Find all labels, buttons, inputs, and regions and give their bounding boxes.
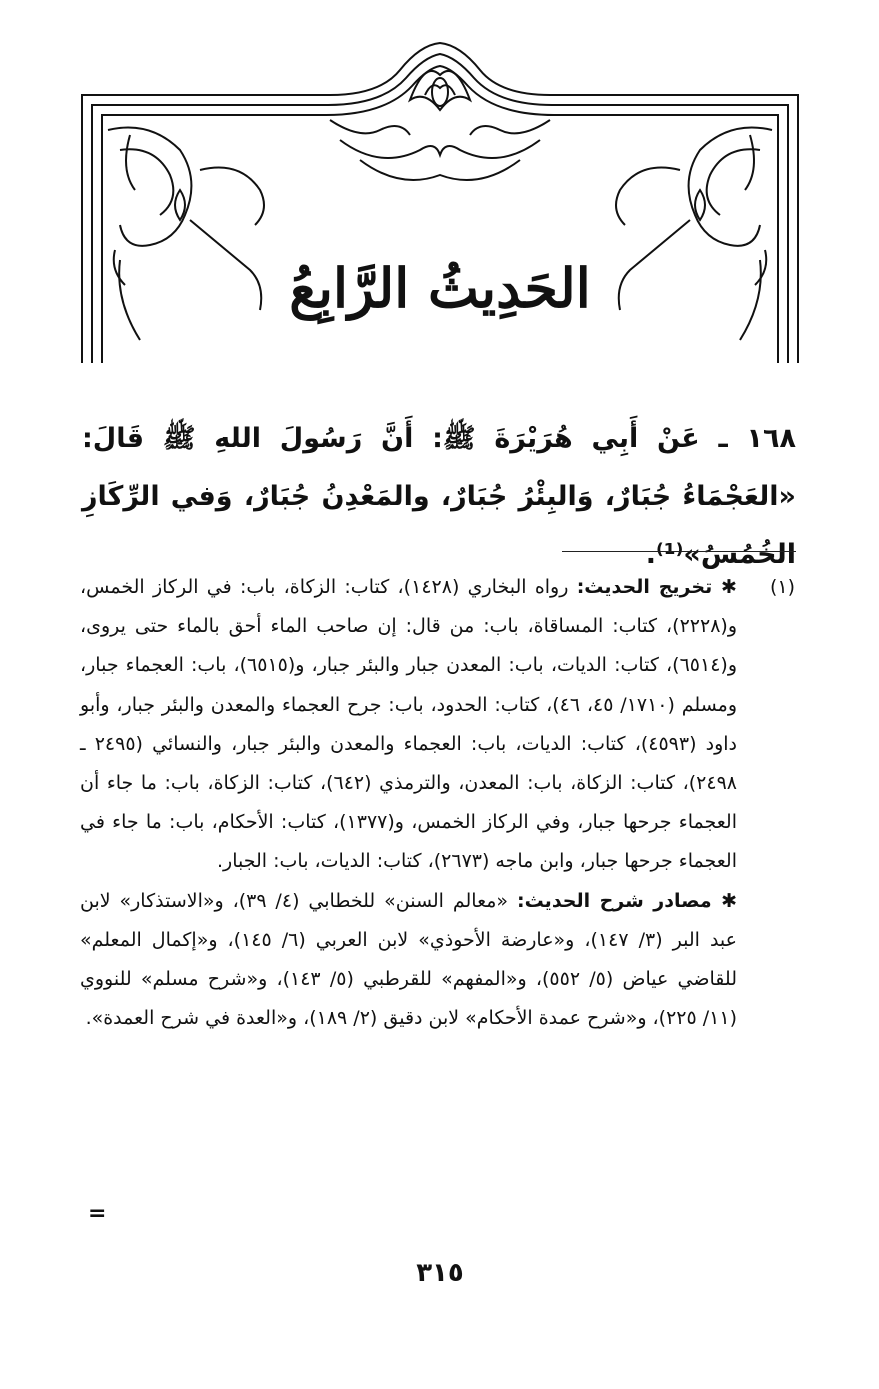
footnote-body bbox=[80, 568, 737, 1038]
hadith-text: ١٦٨ ـ عَنْ أَبِي هُرَيْرَةَ ﷺ: أَنَّ رَسُولَ اللهِ ﷺ قَالَ: «العَجْمَاءُ جُبَارٌ، وَالبِئْرُ جُبَارٌ، والمَعْدِنُ جُبَارٌ، وَفي الرِّكَازِ الخُمُسُ»⁽¹⁾. bbox=[82, 423, 796, 570]
footnote-1 bbox=[80, 568, 795, 1038]
takhrij-heading: تخريج الحديث: bbox=[576, 576, 713, 598]
sources-text: «معالم السنن» للخطابي (٤/ ٣٩)، و«الاستذكار» لابن عبد البر (٣/ ١٤٧)، و«عارضة الأحوذي» لابن العربي (٦/ ١٤٥)، و«إكمال المعلم» للقاضي عياض (٥/ ٥٥٢)، و«المفهم» للقرطبي (٥/ ١٤٣)، و«شرح مسلم» للنووي (١١/ ٢٢٥)، و«شرح عمدة الأحكام» لابن دقيق (٢/ ١٨٩)، و«العدة في شرح العمدة». bbox=[80, 889, 737, 1030]
star-bullet-icon: ✱ bbox=[712, 576, 737, 598]
footnote-separator bbox=[562, 551, 796, 552]
footnotes bbox=[80, 568, 795, 1038]
takhrij-paragraph bbox=[80, 568, 737, 882]
hadith-text-block bbox=[82, 410, 796, 584]
sources-paragraph bbox=[80, 882, 737, 1039]
star-bullet-icon: ✱ bbox=[711, 889, 737, 912]
footnote-number: (١) bbox=[769, 576, 795, 598]
sources-heading: مصادر شرح الحديث: bbox=[516, 889, 712, 912]
takhrij-text: رواه البخاري (١٤٢٨)، كتاب: الزكاة، باب: في الركاز الخمس، و(٢٢٢٨)، كتاب: المساقاة، باب: من قال: إن صاحب الماء أحق بالماء حتى يروى، و(٦٥١٤)، كتاب: الديات، باب: المعدن جبار والبئر جبار، و(٦٥١٥)، باب: العجماء جبار، ومسلم (١٧١٠/ ٤٥، ٤٦)، كتاب: الحدود، باب: جرح العجماء والمعدن والبئر جبار، وأبو داود (٤٥٩٣)، كتاب: الديات، باب: العجماء والمعدن والبئر جبار، والنسائي (٢٤٩٥ ـ ٢٤٩٨)، كتاب: الزكاة، باب: المعدن، والترمذي (٦٤٢)، كتاب: الزكاة، باب: ما جاء أن العجماء جرحها جبار، وفي الركاز الخمس، و(١٣٧٧)، كتاب: الأحكام، باب: ما جاء في العجماء جرحها جبار، وابن ماجه (٢٦٧٣)، كتاب: الديات، باب: الجبار. bbox=[80, 576, 738, 873]
chapter-title: الحَدِيثُ الرَّابِعُ bbox=[289, 256, 591, 320]
continuation-mark: = bbox=[88, 1201, 107, 1226]
page-number: ٣١٥ bbox=[416, 1258, 464, 1288]
